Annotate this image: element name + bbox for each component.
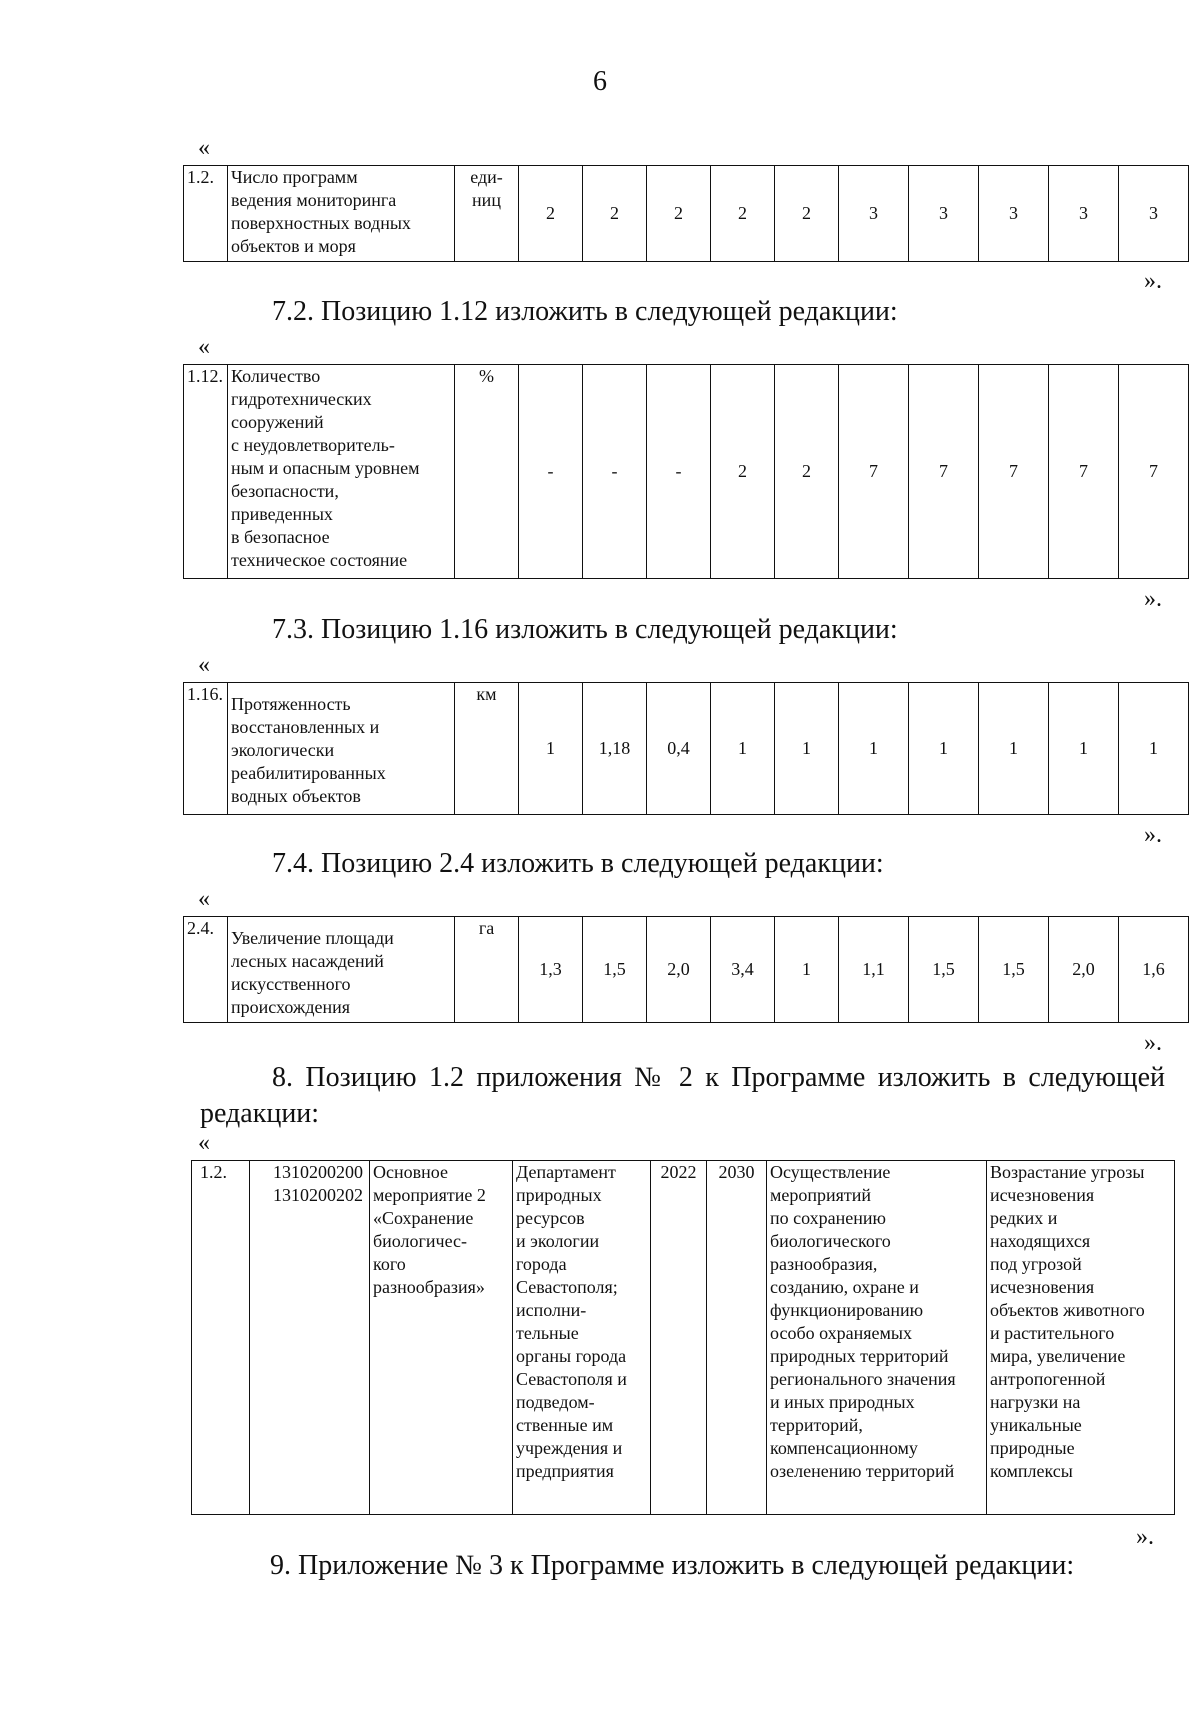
value-cell: 2 [647, 166, 711, 262]
closing-quote: ». [1144, 822, 1162, 848]
table-row [184, 365, 1189, 579]
value-cell: 1 [909, 683, 979, 815]
closing-quote: ». [1144, 1030, 1162, 1056]
value-cell: 0,4 [647, 683, 711, 815]
value-cell: 3 [909, 166, 979, 262]
table-row [192, 1161, 1175, 1515]
page-number: 6 [593, 66, 607, 97]
value-cell: 1 [1049, 683, 1119, 815]
closing-quote: ». [1144, 268, 1162, 294]
value-cell: 2,0 [1049, 917, 1119, 1023]
indicator-table-1-16 [183, 682, 1189, 815]
value-cell: 1,1 [839, 917, 909, 1023]
start-year: 2022 [651, 1161, 707, 1515]
end-year: 2030 [707, 1161, 767, 1515]
indicator-name: Увеличение площади лесных насаждений искусственного происхождения [228, 917, 455, 1023]
value-cell: 3 [839, 166, 909, 262]
value-cell: 3 [979, 166, 1049, 262]
indicator-name: Количество гидротехнических сооружений с неудовлетворитель- ным и опасным уровнем безопасности, приведенных в безопасное техническое состояние [228, 365, 455, 579]
value-cell: 3 [1119, 166, 1189, 262]
value-cell: 1,18 [583, 683, 647, 815]
unit-cell: км [455, 683, 519, 815]
section-heading-7-4: 7.4. Позицию 2.4 изложить в следующей редакции: [272, 848, 884, 879]
value-cell: 3,4 [711, 917, 775, 1023]
table-row [184, 166, 1189, 262]
value-cell: 2 [519, 166, 583, 262]
value-cell: 2 [775, 365, 839, 579]
value-cell: 1,3 [519, 917, 583, 1023]
value-cell: 7 [1119, 365, 1189, 579]
value-cell: 2 [711, 166, 775, 262]
value-cell: - [519, 365, 583, 579]
value-cell: 2 [583, 166, 647, 262]
value-cell: 1 [1119, 683, 1189, 815]
value-cell: - [583, 365, 647, 579]
value-cell: 1 [711, 683, 775, 815]
value-cell: 1 [979, 683, 1049, 815]
opening-quote: « [198, 886, 210, 912]
opening-quote: « [198, 334, 210, 360]
value-cell: 3 [1049, 166, 1119, 262]
unit-cell: га [455, 917, 519, 1023]
indicator-table-2-4 [183, 916, 1189, 1023]
executor: Департамент природных ресурсов и экологии города Севастополя; исполни- тельные органы города Севастополя и подведом- ственные им учреждения и предприятия [513, 1161, 651, 1515]
event-name: Основное мероприятие 2 «Сохранение биологичес- кого разнообразия» [370, 1161, 513, 1515]
indicator-name: Число программ ведения мониторинга поверхностных водных объектов и моря [228, 166, 455, 262]
section-heading-9: 9. Приложение № 3 к Программе изложить в следующей редакции: [270, 1550, 1075, 1581]
section-heading-7-2: 7.2. Позицию 1.12 изложить в следующей редакции: [272, 296, 898, 327]
position-number: 2.4. [184, 917, 228, 1023]
closing-quote: ». [1136, 1524, 1154, 1550]
value-cell: 1,6 [1119, 917, 1189, 1023]
indicator-name: Протяженность восстановленных и экологически реабилитированных водных объектов [228, 683, 455, 815]
value-cell: - [647, 365, 711, 579]
value-cell: 1,5 [909, 917, 979, 1023]
value-cell: 7 [1049, 365, 1119, 579]
unit-cell: % [455, 365, 519, 579]
event-table-1-2 [191, 1160, 1175, 1515]
opening-quote: « [198, 652, 210, 678]
opening-quote: « [198, 1130, 210, 1156]
indicator-table-1-2 [183, 165, 1189, 262]
value-cell: 7 [839, 365, 909, 579]
value-cell: 1 [775, 917, 839, 1023]
position-number: 1.2. [192, 1161, 250, 1515]
value-cell: 2,0 [647, 917, 711, 1023]
paragraph-8 [200, 1060, 1165, 1132]
section-heading-7-3: 7.3. Позицию 1.16 изложить в следующей редакции: [272, 614, 898, 645]
value-cell: 7 [909, 365, 979, 579]
budget-codes: 1310200200 1310200202 [250, 1161, 370, 1515]
unit-cell: еди- ниц [455, 166, 519, 262]
value-cell: 1 [839, 683, 909, 815]
position-number: 1.12. [184, 365, 228, 579]
consequences: Возрастание угрозы исчезновения редких и находящихся под угрозой исчезновения объектов животного и растительного мира, увеличение антропогенной нагрузки на уникальные природные комплексы [987, 1161, 1175, 1515]
indicator-table-1-12 [183, 364, 1189, 579]
value-cell: 2 [775, 166, 839, 262]
table-row [184, 917, 1189, 1023]
expected-result: Осуществление мероприятий по сохранению биологического разнообразия, созданию, охране и функционированию особо охраняемых природных территорий регионального значения и иных природных территорий, компенсационному озеленению территорий [767, 1161, 987, 1515]
value-cell: 1,5 [583, 917, 647, 1023]
value-cell: 2 [711, 365, 775, 579]
closing-quote: ». [1144, 586, 1162, 612]
value-cell: 1 [775, 683, 839, 815]
position-number: 1.16. [184, 683, 228, 815]
opening-quote: « [198, 135, 210, 161]
position-number: 1.2. [184, 166, 228, 262]
value-cell: 1 [519, 683, 583, 815]
value-cell: 1,5 [979, 917, 1049, 1023]
value-cell: 7 [979, 365, 1049, 579]
paragraph-8-text: 8. Позицию 1.2 приложения № 2 к Программе изложить в следующей редакции: [200, 1062, 1165, 1129]
table-row [184, 683, 1189, 815]
